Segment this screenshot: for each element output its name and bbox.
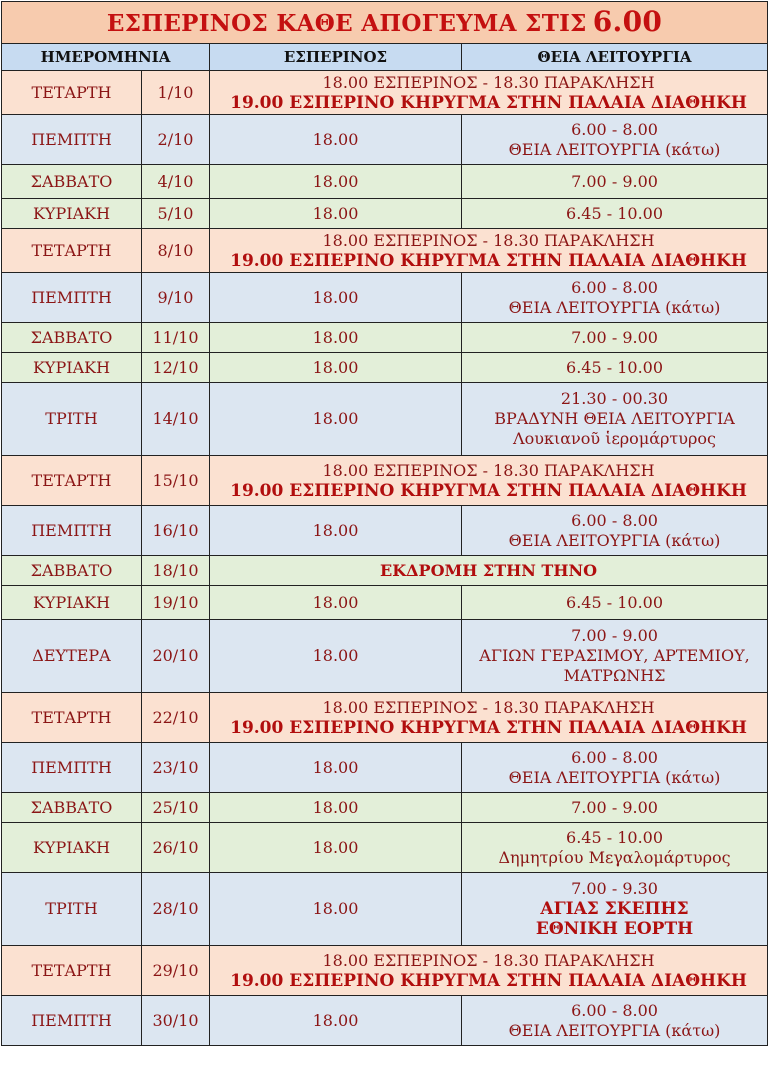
date-cell: 12/10 <box>142 353 210 383</box>
sermon-line: 19.00 ΕΣΠΕΡΙΝΟ ΚΗΡΥΓΜΑ ΣΤΗΝ ΠΑΛΑΙΑ ΔΙΑΘΗΚΗ <box>230 480 747 501</box>
table-row <box>2 556 768 586</box>
day-cell: ΤΕΤΑΡΤΗ <box>2 71 142 115</box>
service-line: 18.00 ΕΣΠΕΡΙΝΟΣ - 18.30 ΠΑΡΑΚΛΗΣΗ <box>322 950 655 970</box>
liturgy-line: 6.45 - 10.00 <box>566 592 664 612</box>
table-row <box>2 620 768 693</box>
day-cell: ΠΕΜΠΤΗ <box>2 273 142 323</box>
day-cell: ΚΥΡΙΑΚΗ <box>2 353 142 383</box>
liturgy-line: ΘΕΙΑ ΛΕΙΤΟΥΡΓΙΑ (κάτω) <box>508 767 721 787</box>
day-cell: ΚΥΡΙΑΚΗ <box>2 199 142 229</box>
date-cell: 1/10 <box>142 71 210 115</box>
table-row <box>2 743 768 793</box>
date-cell: 9/10 <box>142 273 210 323</box>
date-cell: 18/10 <box>142 556 210 586</box>
table-row <box>2 199 768 229</box>
liturgy-line: ΒΡΑΔΥΝΗ ΘΕΙΑ ΛΕΙΤΟΥΡΓΙΑ <box>494 409 735 428</box>
day-cell: ΤΡΙΤΗ <box>2 873 142 946</box>
table-row <box>2 229 768 273</box>
liturgy-line: ΜΑΤΡΩΝΗΣ <box>563 666 666 685</box>
vespers-cell: 18.00 <box>210 353 462 383</box>
sermon-line: 19.00 ΕΣΠΕΡΙΝΟ ΚΗΡΥΓΜΑ ΣΤΗΝ ΠΑΛΑΙΑ ΔΙΑΘΗΚΗ <box>230 717 747 738</box>
liturgy-cell <box>462 996 768 1046</box>
liturgy-line: 7.00 - 9.30 <box>571 879 658 898</box>
vespers-cell: 18.00 <box>210 823 462 873</box>
date-cell: 20/10 <box>142 620 210 693</box>
vespers-cell: 18.00 <box>210 165 462 199</box>
date-cell: 11/10 <box>142 323 210 353</box>
merged-service-cell <box>210 456 768 506</box>
day-cell: ΠΕΜΠΤΗ <box>2 506 142 556</box>
liturgy-line: 6.45 - 10.00 <box>566 357 664 377</box>
schedule-title <box>2 2 768 44</box>
table-row <box>2 323 768 353</box>
sermon-line: 19.00 ΕΣΠΕΡΙΝΟ ΚΗΡΥΓΜΑ ΣΤΗΝ ΠΑΛΑΙΑ ΔΙΑΘΗΚΗ <box>230 92 747 113</box>
title-time: 6.00 <box>592 4 663 38</box>
vespers-cell: 18.00 <box>210 273 462 323</box>
day-cell: ΠΕΜΠΤΗ <box>2 996 142 1046</box>
day-cell: ΤΕΤΑΡΤΗ <box>2 946 142 996</box>
date-cell: 29/10 <box>142 946 210 996</box>
header-vespers: ΕΣΠΕΡΙΝΟΣ <box>210 44 462 71</box>
liturgy-cell <box>462 115 768 165</box>
table-row <box>2 165 768 199</box>
table-row <box>2 793 768 823</box>
liturgy-line: 7.00 - 9.00 <box>571 171 658 191</box>
day-cell: ΤΡΙΤΗ <box>2 383 142 456</box>
table-row <box>2 273 768 323</box>
liturgy-line: 6.00 - 8.00 <box>571 119 658 139</box>
liturgy-cell <box>462 383 768 456</box>
date-cell: 8/10 <box>142 229 210 273</box>
service-line: 18.00 ΕΣΠΕΡΙΝΟΣ - 18.30 ΠΑΡΑΚΛΗΣΗ <box>322 697 655 717</box>
date-cell: 22/10 <box>142 693 210 743</box>
liturgy-cell <box>462 586 768 620</box>
vespers-cell: 18.00 <box>210 873 462 946</box>
liturgy-cell <box>462 353 768 383</box>
table-row <box>2 946 768 996</box>
schedule-table <box>1 1 768 1046</box>
date-cell: 30/10 <box>142 996 210 1046</box>
liturgy-cell <box>462 323 768 353</box>
vespers-cell: 18.00 <box>210 199 462 229</box>
vespers-cell: 18.00 <box>210 323 462 353</box>
liturgy-line: ΘΕΙΑ ΛΕΙΤΟΥΡΓΙΑ (κάτω) <box>508 1020 721 1040</box>
liturgy-cell <box>462 793 768 823</box>
day-cell: ΤΕΤΑΡΤΗ <box>2 693 142 743</box>
date-cell: 26/10 <box>142 823 210 873</box>
date-cell: 4/10 <box>142 165 210 199</box>
service-line: 18.00 ΕΣΠΕΡΙΝΟΣ - 18.30 ΠΑΡΑΚΛΗΣΗ <box>322 72 655 92</box>
date-cell: 25/10 <box>142 793 210 823</box>
table-row <box>2 353 768 383</box>
vespers-cell: 18.00 <box>210 620 462 693</box>
table-row <box>2 823 768 873</box>
day-cell: ΤΕΤΑΡΤΗ <box>2 229 142 273</box>
liturgy-line: ΘΕΙΑ ΛΕΙΤΟΥΡΓΙΑ (κάτω) <box>508 297 721 317</box>
liturgy-cell <box>462 743 768 793</box>
day-cell: ΤΕΤΑΡΤΗ <box>2 456 142 506</box>
service-line: 18.00 ΕΣΠΕΡΙΝΟΣ - 18.30 ΠΑΡΑΚΛΗΣΗ <box>322 230 655 250</box>
liturgy-line: 7.00 - 9.00 <box>571 797 658 817</box>
table-row <box>2 586 768 620</box>
title-text: ΕΣΠΕΡΙΝΟΣ ΚΑΘΕ ΑΠΟΓΕΥΜΑ ΣΤΙΣ <box>106 9 587 37</box>
date-cell: 19/10 <box>142 586 210 620</box>
liturgy-line: 6.45 - 10.00 <box>566 827 664 847</box>
day-cell: ΠΕΜΠΤΗ <box>2 743 142 793</box>
table-row <box>2 115 768 165</box>
liturgy-line: 6.45 - 10.00 <box>566 203 664 223</box>
vespers-cell: 18.00 <box>210 115 462 165</box>
liturgy-cell <box>462 823 768 873</box>
day-cell: ΔΕΥΤΕΡΑ <box>2 620 142 693</box>
date-cell: 28/10 <box>142 873 210 946</box>
day-cell: ΣΑΒΒΑΤΟ <box>2 556 142 586</box>
liturgy-line: 6.00 - 8.00 <box>571 277 658 297</box>
date-cell: 16/10 <box>142 506 210 556</box>
day-cell: ΠΕΜΠΤΗ <box>2 115 142 165</box>
vespers-cell: 18.00 <box>210 793 462 823</box>
liturgy-cell <box>462 873 768 946</box>
date-cell: 23/10 <box>142 743 210 793</box>
vespers-cell: 18.00 <box>210 743 462 793</box>
table-row <box>2 71 768 115</box>
liturgy-line: 6.00 - 8.00 <box>571 747 658 767</box>
merged-service-cell <box>210 946 768 996</box>
vespers-cell: 18.00 <box>210 506 462 556</box>
liturgy-line: ΘΕΙΑ ΛΕΙΤΟΥΡΓΙΑ (κάτω) <box>508 530 721 550</box>
liturgy-cell <box>462 165 768 199</box>
table-row <box>2 456 768 506</box>
vespers-cell: 18.00 <box>210 586 462 620</box>
liturgy-line: Δημητρίου Μεγαλομάρτυρος <box>498 847 731 867</box>
liturgy-cell <box>462 506 768 556</box>
schedule-rows <box>2 71 768 1046</box>
table-row <box>2 873 768 946</box>
date-cell: 2/10 <box>142 115 210 165</box>
liturgy-line: 7.00 - 9.00 <box>571 626 658 645</box>
header-liturgy: ΘΕΙΑ ΛΕΙΤΟΥΡΓΙΑ <box>462 44 768 71</box>
day-cell: ΚΥΡΙΑΚΗ <box>2 586 142 620</box>
liturgy-line: 7.00 - 9.00 <box>571 327 658 347</box>
table-row <box>2 506 768 556</box>
liturgy-cell <box>462 199 768 229</box>
liturgy-line: 6.00 - 8.00 <box>571 1000 658 1020</box>
liturgy-cell <box>462 273 768 323</box>
table-row <box>2 693 768 743</box>
day-cell: ΣΑΒΒΑΤΟ <box>2 165 142 199</box>
liturgy-feast-line: ΕΘΝΙΚΗ ΕΟΡΤΗ <box>535 919 694 939</box>
sermon-line: 19.00 ΕΣΠΕΡΙΝΟ ΚΗΡΥΓΜΑ ΣΤΗΝ ΠΑΛΑΙΑ ΔΙΑΘΗΚΗ <box>230 970 747 991</box>
date-cell: 14/10 <box>142 383 210 456</box>
header-date: ΗΜΕΡΟΜΗΝΙΑ <box>2 44 210 71</box>
liturgy-line: Λουκιανοῦ ἱερομάρτυρος <box>513 429 716 448</box>
date-cell: 15/10 <box>142 456 210 506</box>
table-row <box>2 383 768 456</box>
date-cell: 5/10 <box>142 199 210 229</box>
liturgy-line: ΘΕΙΑ ΛΕΙΤΟΥΡΓΙΑ (κάτω) <box>508 139 721 159</box>
service-line: 18.00 ΕΣΠΕΡΙΝΟΣ - 18.30 ΠΑΡΑΚΛΗΣΗ <box>322 460 655 480</box>
sermon-line: 19.00 ΕΣΠΕΡΙΝΟ ΚΗΡΥΓΜΑ ΣΤΗΝ ΠΑΛΑΙΑ ΔΙΑΘΗΚΗ <box>230 250 747 271</box>
day-cell: ΣΑΒΒΑΤΟ <box>2 323 142 353</box>
merged-service-cell <box>210 71 768 115</box>
liturgy-cell <box>462 620 768 693</box>
merged-service-cell <box>210 229 768 273</box>
column-headers <box>2 44 768 71</box>
excursion-cell: ΕΚΔΡΟΜΗ ΣΤΗΝ ΤΗΝΟ <box>210 556 768 586</box>
day-cell: ΚΥΡΙΑΚΗ <box>2 823 142 873</box>
vespers-cell: 18.00 <box>210 996 462 1046</box>
liturgy-line: 21.30 - 00.30 <box>560 389 669 408</box>
liturgy-line: ΑΓΙΩΝ ΓΕΡΑΣΙΜΟΥ, ΑΡΤΕΜΙΟΥ, <box>479 646 750 665</box>
table-row <box>2 996 768 1046</box>
liturgy-feast-line: ΑΓΙΑΣ ΣΚΕΠΗΣ <box>540 899 689 919</box>
liturgy-line: 6.00 - 8.00 <box>571 510 658 530</box>
day-cell: ΣΑΒΒΑΤΟ <box>2 793 142 823</box>
vespers-cell: 18.00 <box>210 383 462 456</box>
merged-service-cell <box>210 693 768 743</box>
